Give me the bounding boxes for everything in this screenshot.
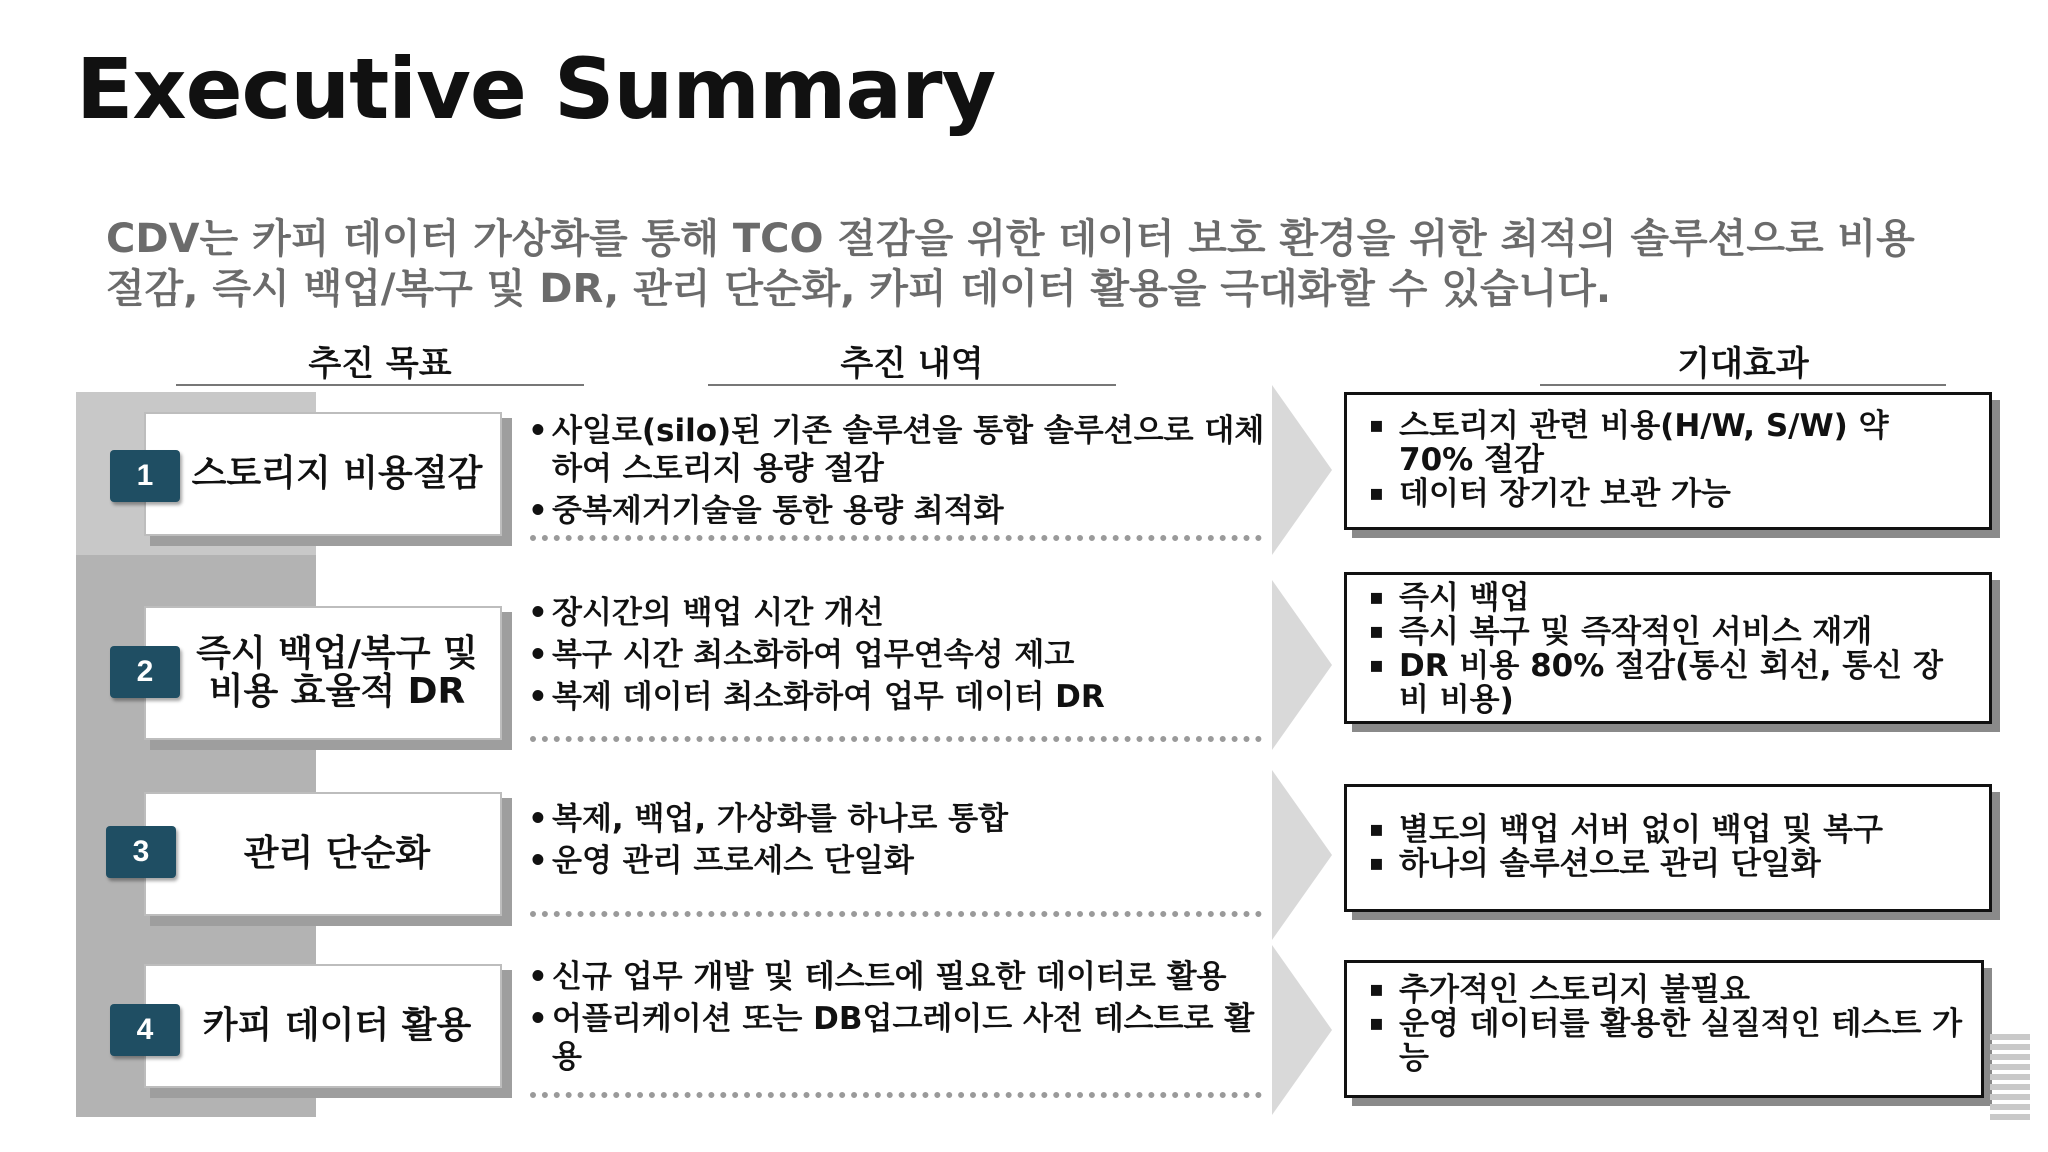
detail-item: • 사일로(silo)된 기존 솔루션을 통합 솔루션으로 대체하여 스토리지 용량 절감 [528, 413, 1265, 487]
effect-box-3 [1344, 784, 1992, 912]
square-bullet-icon: ▪ [1369, 619, 1384, 644]
detail-item: • 복제 데이터 최소화하여 업무 데이터 DR [528, 679, 1105, 715]
bullet-icon: • [528, 679, 548, 715]
square-bullet-icon: ▪ [1369, 1011, 1384, 1036]
detail-item: • 장시간의 백업 시간 개선 [528, 595, 884, 631]
bullet-icon: • [528, 843, 548, 879]
effect-item: ▪ 스토리지 관련 비용(H/W, S/W) 약 70% 절감 [1369, 408, 1889, 478]
square-bullet-icon: ▪ [1369, 851, 1384, 876]
effect-box-4 [1344, 960, 1984, 1098]
square-bullet-icon: ▪ [1369, 817, 1384, 842]
effect-item: ▪ 운영 데이터를 활용한 실질적인 테스트 가능 [1369, 1006, 1963, 1076]
chevron-right-icon [1272, 770, 1332, 940]
number-badge-3: 3 [106, 826, 176, 878]
square-bullet-icon: ▪ [1369, 977, 1384, 1002]
chevron-right-icon [1272, 385, 1332, 555]
square-bullet-icon: ▪ [1369, 413, 1384, 438]
chevron-right-icon [1272, 580, 1332, 750]
header-effect: 기대효과 [1540, 336, 1946, 386]
dotted-divider [530, 535, 1262, 541]
goal-label: 카피 데이터 활용 [202, 1005, 472, 1046]
detail-item: • 신규 업무 개발 및 테스트에 필요한 데이터로 활용 [528, 959, 1227, 995]
goal-box-1 [144, 412, 502, 536]
dotted-divider [530, 736, 1262, 742]
effect-item: ▪ 별도의 백업 서버 없이 백업 및 복구 [1369, 812, 1883, 848]
goal-box-3 [144, 792, 502, 916]
bullet-icon: • [528, 493, 548, 529]
number-badge-4: 4 [110, 1004, 180, 1056]
bullet-icon: • [528, 959, 548, 995]
effect-item: ▪ 데이터 장기간 보관 가능 [1369, 476, 1731, 512]
page-title: Executive Summary [76, 40, 996, 138]
bullet-icon: • [528, 637, 548, 673]
square-bullet-icon: ▪ [1369, 481, 1384, 506]
chevron-right-icon [1272, 945, 1332, 1115]
goal-label-line-1: 즉시 백업/복구 및 [196, 633, 478, 674]
bullet-icon: • [528, 801, 548, 837]
intro-text [106, 214, 2006, 314]
effect-box-2 [1344, 572, 1992, 724]
detail-list-4 [528, 958, 1268, 1080]
effect-box-1 [1344, 392, 1992, 530]
detail-item: • 복제, 백업, 가상화를 하나로 통합 [528, 801, 1009, 837]
header-detail: 추진 내역 [708, 336, 1116, 386]
detail-item: • 어플리케이션 또는 DB업그레이드 사전 테스트로 활용 [528, 1001, 1255, 1075]
effect-item: ▪ DR 비용 80% 절감(통신 회선, 통신 장비 비용) [1369, 648, 1943, 718]
intro-line-2: 절감, 즉시 백업/복구 및 DR, 관리 단순화, 카피 데이터 활용을 극대화할 수 있습니다. [106, 266, 1612, 312]
square-bullet-icon: ▪ [1369, 585, 1384, 610]
intro-line-1: CDV는 카피 데이터 가상화를 통해 TCO 절감을 위한 데이터 보호 환경을 위한 최적의 솔루션으로 비용 [106, 216, 1915, 262]
detail-item: • 중복제거기술을 통한 용량 최적화 [528, 493, 1004, 529]
effect-item: ▪ 즉시 백업 [1369, 580, 1530, 616]
goal-box-4 [144, 964, 502, 1088]
number-badge-1: 1 [110, 450, 180, 502]
detail-list-3 [528, 800, 1268, 884]
dotted-divider [530, 911, 1262, 917]
square-bullet-icon: ▪ [1369, 653, 1384, 678]
detail-list-1 [528, 412, 1268, 534]
header-goal: 추진 목표 [176, 336, 584, 386]
bullet-icon: • [528, 413, 548, 449]
detail-item: • 운영 관리 프로세스 단일화 [528, 843, 914, 879]
goal-label: 스토리지 비용절감 [191, 453, 483, 494]
effect-item: ▪ 추가적인 스토리지 불필요 [1369, 972, 1750, 1008]
goal-box-2 [144, 606, 502, 740]
effect-item: ▪ 하나의 솔루션으로 관리 단일화 [1369, 846, 1821, 882]
detail-item: • 복구 시간 최소화하여 업무연속성 제고 [528, 637, 1075, 673]
goal-label-line-2: 비용 효율적 DR [208, 671, 466, 712]
detail-list-2 [528, 594, 1268, 720]
number-badge-2: 2 [110, 646, 180, 698]
ibm-logo-icon [1990, 1034, 2030, 1124]
bullet-icon: • [528, 1001, 548, 1037]
effect-item: ▪ 즉시 복구 및 즉작적인 서비스 재개 [1369, 614, 1873, 650]
bullet-icon: • [528, 595, 548, 631]
goal-label: 관리 단순화 [243, 833, 431, 874]
dotted-divider [530, 1092, 1262, 1098]
